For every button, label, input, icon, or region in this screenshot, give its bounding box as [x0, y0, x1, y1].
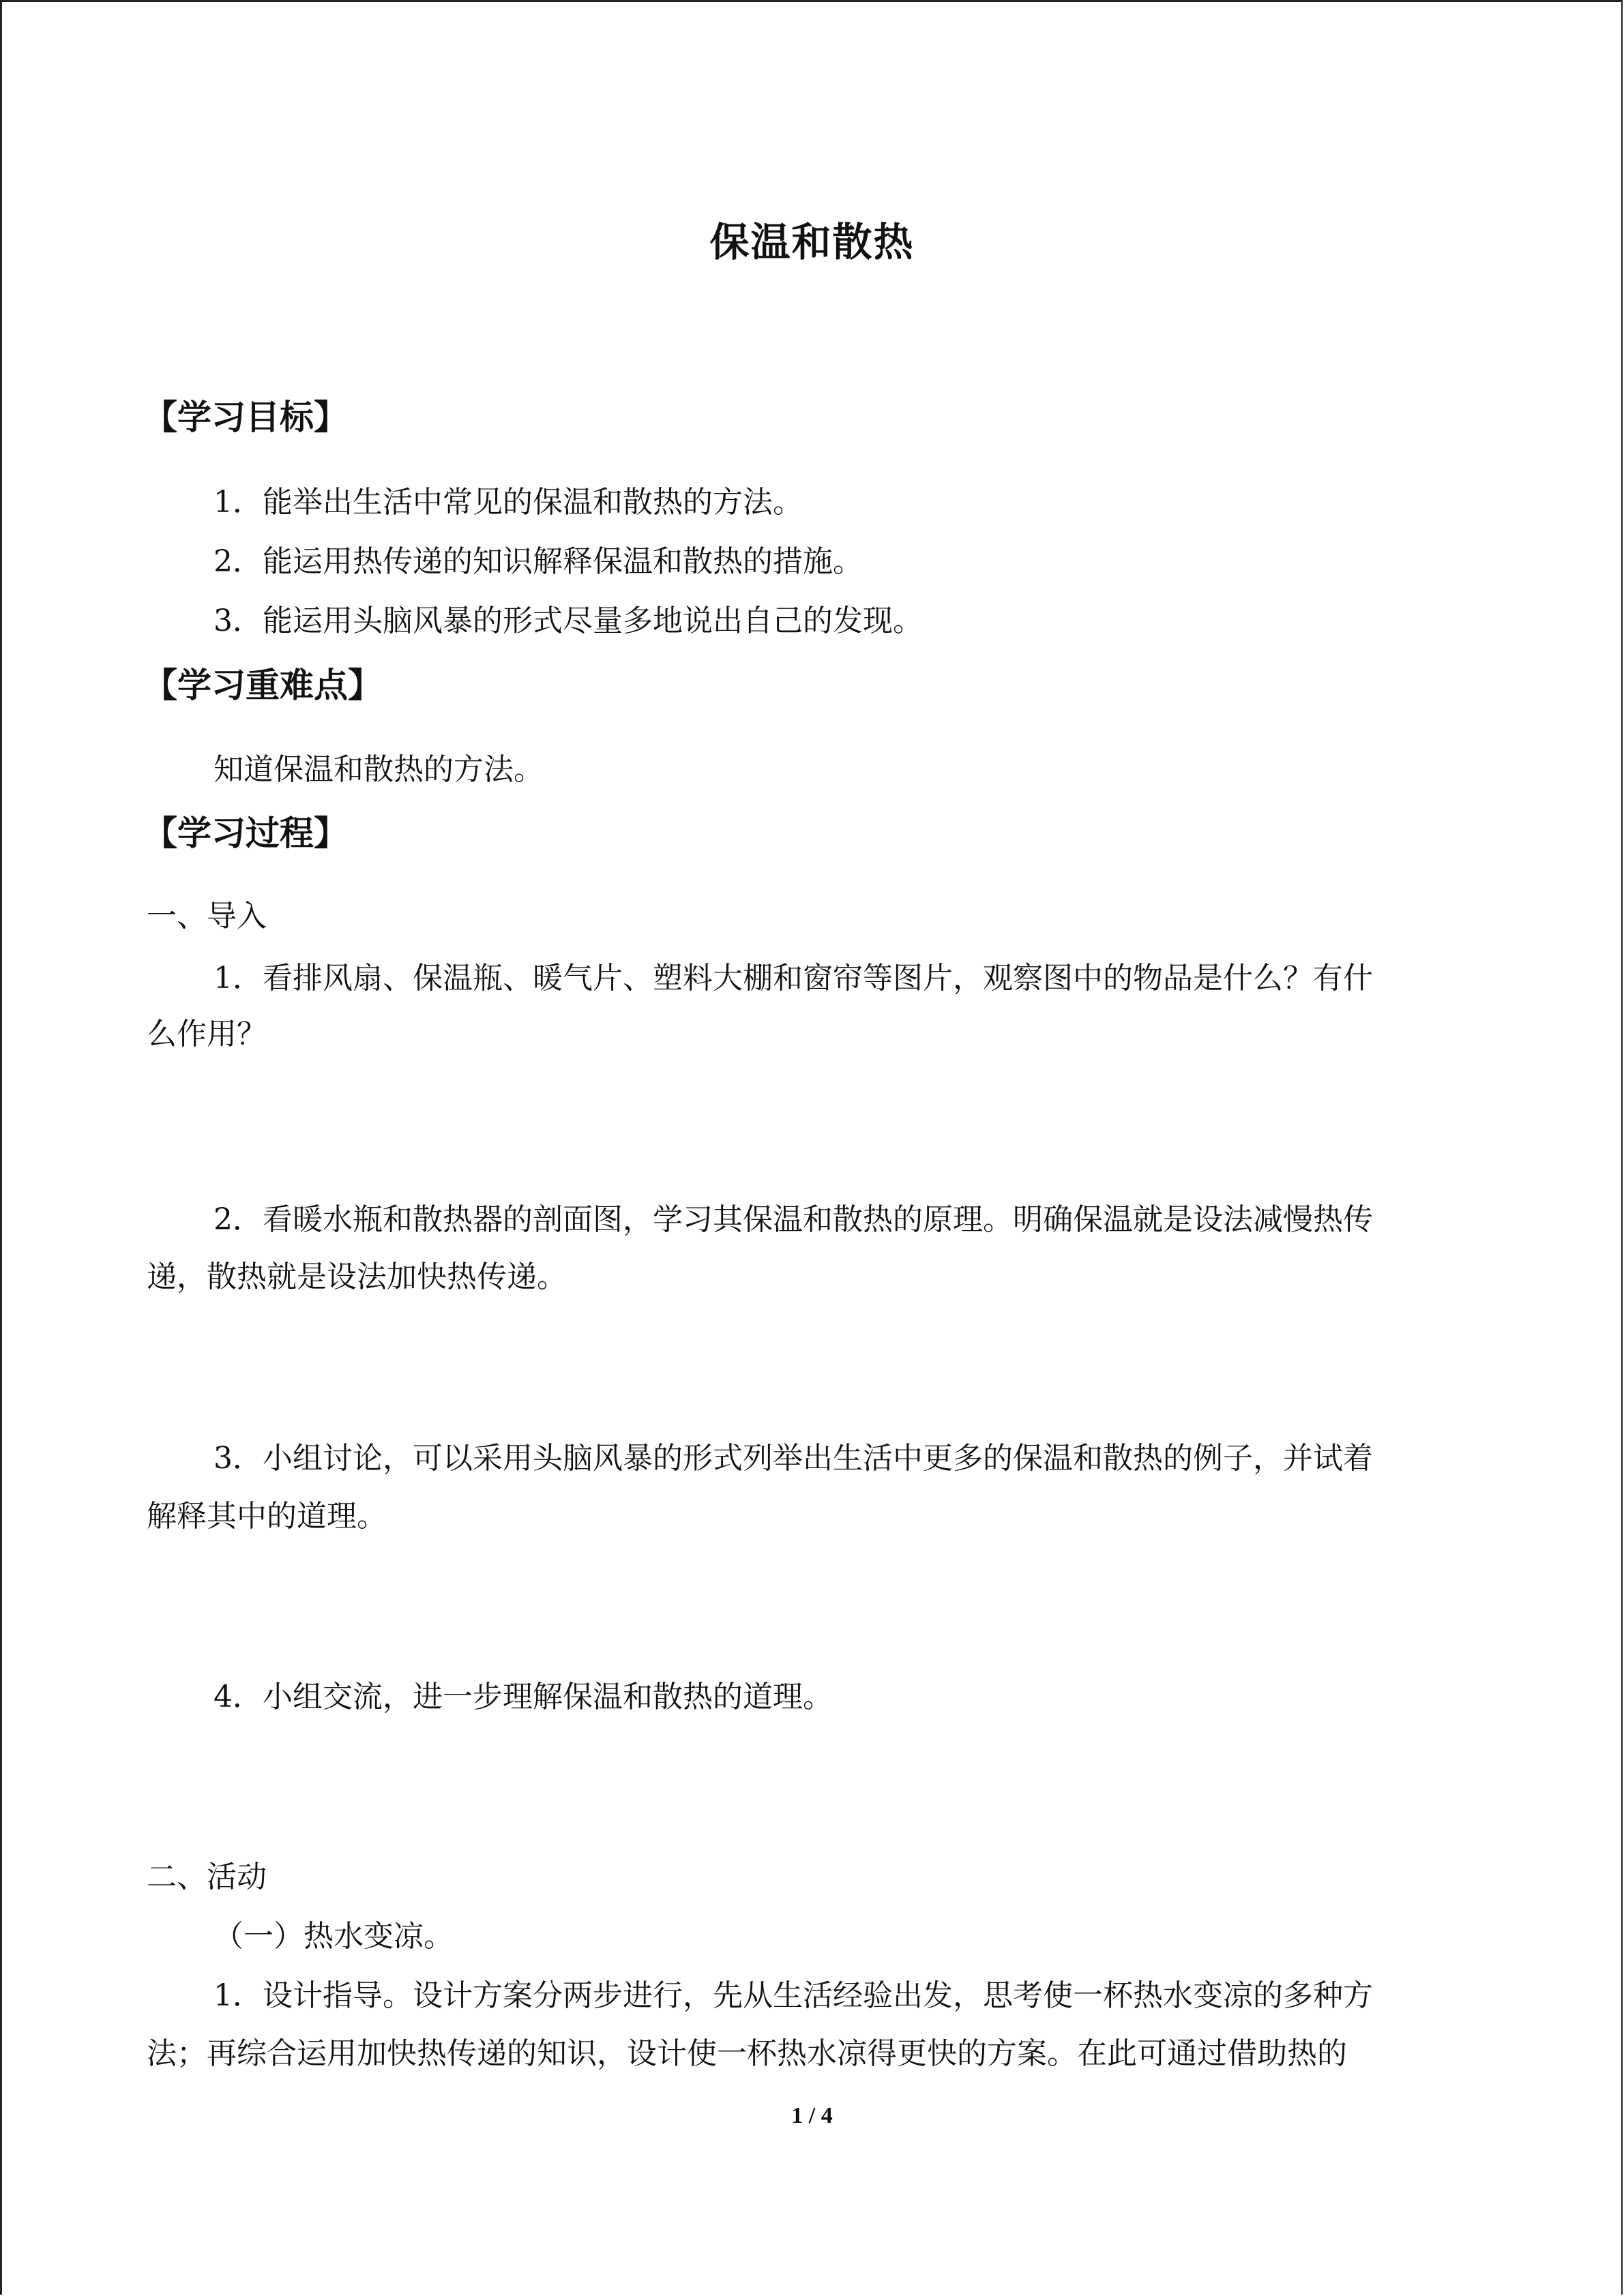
activity-paragraph-1-line-1: 1．设计指导。设计方案分两步进行，先从生活经验出发，思考使一杯热水变凉的多种方	[213, 1978, 1373, 2013]
page-number: 1 / 4	[791, 2103, 833, 2128]
activity-subheading-1: （一）热水变凉。	[213, 1919, 454, 1954]
objective-item-2: 2．能运用热传递的知识解释保温和散热的措施。	[213, 544, 863, 579]
intro-paragraph-1-line-2: 么作用？	[147, 1017, 267, 1052]
intro-paragraph-3-line-1: 3．小组讨论，可以采用头脑风暴的形式列举出生活中更多的保温和散热的例子，并试着	[213, 1441, 1373, 1476]
intro-paragraph-2-line-1: 2．看暖水瓶和散热器的剖面图，学习其保温和散热的原理。明确保温就是设法减慢热传	[213, 1202, 1373, 1237]
objectives-heading: 【学习目标】	[143, 398, 348, 437]
process-heading: 【学习过程】	[143, 814, 348, 853]
objective-item-3: 3．能运用头脑风暴的形式尽量多地说出自己的发现。	[213, 603, 923, 638]
key-points-heading: 【学习重难点】	[143, 666, 382, 705]
activity-paragraph-1-line-2: 法；再综合运用加快热传递的知识，设计使一杯热水凉得更快的方案。在此可通过借助热的	[147, 2036, 1347, 2071]
intro-label: 一、导入	[147, 899, 267, 934]
intro-paragraph-1-line-1: 1．看排风扇、保温瓶、暖气片、塑料大棚和窗帘等图片，观察图中的物品是什么？有什	[213, 961, 1373, 996]
intro-paragraph-3-line-2: 解释其中的道理。	[147, 1499, 387, 1534]
intro-paragraph-4-line-1: 4．小组交流，进一步理解保温和散热的道理。	[213, 1680, 833, 1714]
activity-label: 二、活动	[147, 1860, 267, 1894]
page-title: 保温和散热	[709, 219, 915, 265]
objective-item-1: 1．能举出生活中常见的保温和散热的方法。	[213, 485, 803, 520]
key-points-text: 知道保温和散热的方法。	[213, 752, 544, 787]
intro-paragraph-2-line-2: 递，散热就是设法加快热传递。	[147, 1259, 567, 1294]
